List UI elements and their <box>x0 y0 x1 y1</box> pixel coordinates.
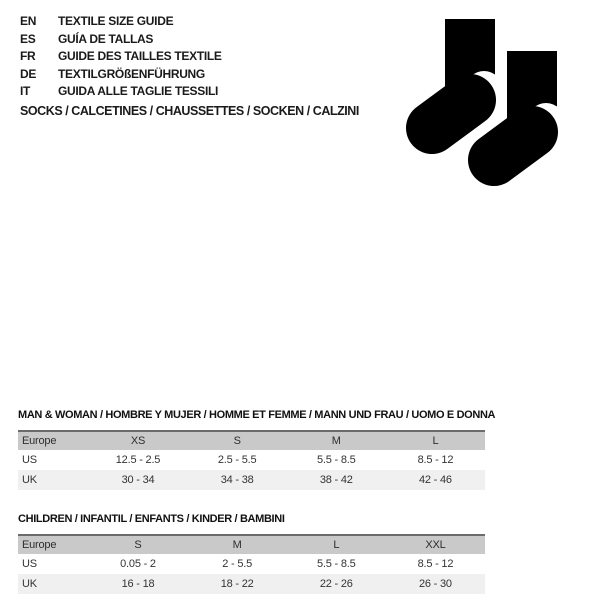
language-row-en <box>20 13 222 31</box>
language-code: EN <box>20 14 37 28</box>
table-row-uk <box>18 470 485 490</box>
table-header-row <box>18 430 485 450</box>
column-header-m: M <box>232 539 242 551</box>
language-label: TEXTILGRÖßENFÜHRUNG <box>58 66 205 81</box>
adult-size-table <box>18 430 485 490</box>
column-header-l: L <box>432 435 439 447</box>
row-label: US <box>22 454 37 466</box>
column-header-europe: Europe <box>22 435 57 447</box>
cell-value: 42 - 46 <box>418 474 452 486</box>
cell-value: 2.5 - 5.5 <box>217 454 257 466</box>
children-size-table <box>18 534 485 594</box>
cell-value: 34 - 38 <box>220 474 254 486</box>
language-code: DE <box>20 66 37 81</box>
language-label: TEXTILE SIZE GUIDE <box>58 14 174 28</box>
column-header-s: S <box>233 435 241 447</box>
row-label: UK <box>22 578 37 590</box>
table-header-row <box>18 534 485 554</box>
language-code: FR <box>20 49 36 63</box>
table-row-us <box>18 554 485 574</box>
column-header-m: M <box>331 435 341 447</box>
cell-value: 2 - 5.5 <box>222 558 253 570</box>
column-header-xxl: XXL <box>425 539 446 551</box>
cell-value: 8.5 - 12 <box>417 558 454 570</box>
row-label: US <box>22 558 37 570</box>
cell-value: 5.5 - 8.5 <box>316 558 356 570</box>
column-header-s: S <box>134 539 142 551</box>
cell-value: 30 - 34 <box>121 474 155 486</box>
category-title: SOCKS / CALCETINES / CHAUSSETTES / SOCKEN / CALZINI <box>20 104 359 118</box>
language-row-de <box>20 66 222 84</box>
cell-value: 0.05 - 2 <box>120 558 156 570</box>
language-label: GUÍA DE TALLAS <box>58 31 154 46</box>
cell-value: 16 - 18 <box>121 578 155 590</box>
cell-value: 18 - 22 <box>220 578 254 590</box>
table-row-uk <box>18 574 485 594</box>
column-header-l: L <box>333 539 340 551</box>
language-label: GUIDE DES TAILLES TEXTILE <box>58 49 222 63</box>
column-header-xs: XS <box>130 435 146 447</box>
socks-icon <box>400 5 570 190</box>
language-code: IT <box>20 84 31 98</box>
adult-table-title: MAN & WOMAN / HOMBRE Y MUJER / HOMME ET FEMME / MANN UND FRAU / UOMO E DONNA <box>18 409 496 421</box>
cell-value: 12.5 - 2.5 <box>115 454 161 466</box>
language-row-es <box>20 31 222 49</box>
cell-value: 8.5 - 12 <box>417 454 454 466</box>
language-list <box>20 13 222 101</box>
children-table-title: CHILDREN / INFANTIL / ENFANTS / KINDER / BAMBINI <box>18 513 285 525</box>
cell-value: 26 - 30 <box>418 578 452 590</box>
cell-value: 22 - 26 <box>319 578 353 590</box>
row-label: UK <box>22 474 37 486</box>
language-row-fr <box>20 48 222 66</box>
language-label: GUIDA ALLE TAGLIE TESSILI <box>58 84 219 98</box>
sock-left <box>432 19 503 128</box>
table-row-us <box>18 450 485 470</box>
cell-value: 38 - 42 <box>319 474 353 486</box>
language-row-it <box>20 83 222 101</box>
column-header-europe: Europe <box>22 539 57 551</box>
cell-value: 5.5 - 8.5 <box>316 454 356 466</box>
language-code: ES <box>20 31 36 46</box>
children-size-table-section <box>18 512 485 594</box>
adult-size-table-section <box>18 408 496 490</box>
